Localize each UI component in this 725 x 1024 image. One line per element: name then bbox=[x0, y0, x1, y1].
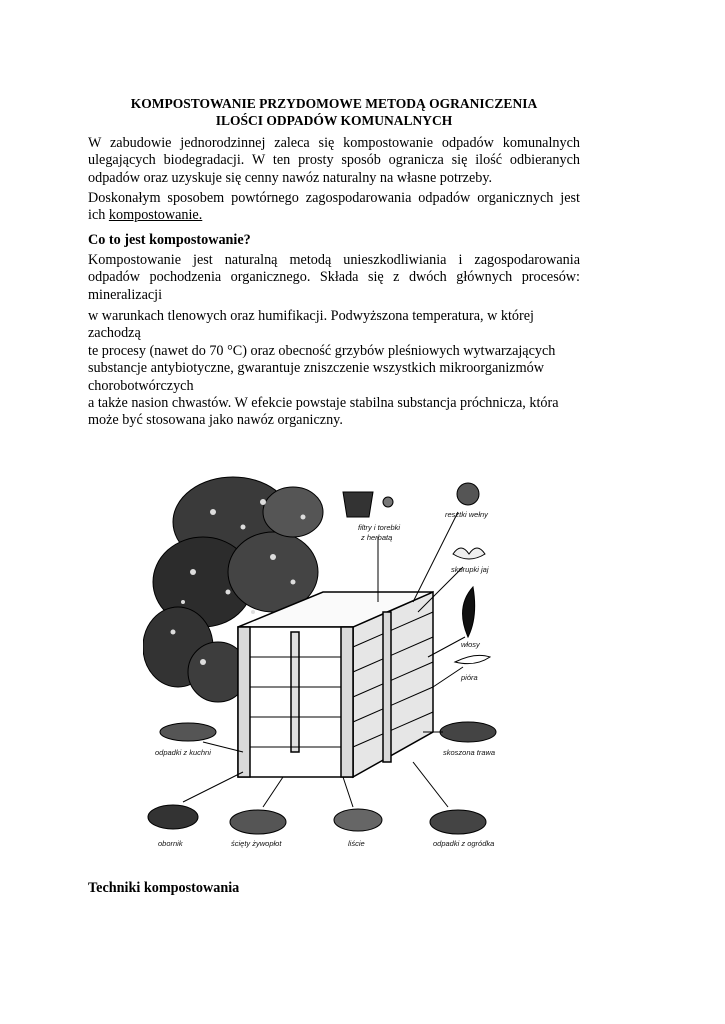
process-line: a także nasion chwastów. W efekcie powstaje stabilna substancja próchnicza, która bbox=[88, 395, 559, 412]
composting-link[interactable]: kompostowanie. bbox=[108, 207, 203, 224]
label-hair: włosy bbox=[461, 640, 480, 649]
heading-composting-techniques: Techniki kompostowania bbox=[88, 880, 240, 896]
paragraph-method bbox=[88, 190, 580, 225]
paragraph-intro: W zabudowie jednorodzinnej zaleca się kompostowanie odpadów komunalnych ulegających biodegradacji. W ten prosty sposób ogranicza się ilość odbieranych odpadów oraz uzyskuje się cenny nawóz naturalny na własne potrzeby. bbox=[88, 135, 580, 186]
label-garden-waste: odpadki z ogródka bbox=[433, 839, 495, 848]
label-tea-filters: filtry i torebki bbox=[358, 523, 401, 532]
label-manure: obornik bbox=[158, 839, 183, 848]
document-title-line1: KOMPOSTOWANIE PRZYDOMOWE METODĄ OGRANICZENIA bbox=[130, 96, 538, 111]
document-title-line2: ILOŚCI ODPADÓW KOMUNALNYCH bbox=[215, 113, 453, 128]
label-cut-grass: skoszona trawa bbox=[443, 748, 496, 757]
compost-bin-illustration bbox=[143, 432, 543, 860]
label-wool: resztki wełny bbox=[445, 510, 488, 519]
label-kitchen-waste: odpadki z kuchni bbox=[155, 748, 211, 757]
process-line: chorobotwórczych bbox=[88, 377, 194, 394]
process-line: te procesy (nawet do 70 °C) oraz obecność grzybów pleśniowych wytwarzających bbox=[88, 342, 556, 359]
label-leaves: liście bbox=[348, 839, 365, 848]
process-line: w warunkach tlenowych oraz humifikacji. Podwyższona temperatura, w której bbox=[88, 308, 534, 324]
paragraph-process bbox=[88, 308, 580, 430]
paragraph-method-text: Doskonałym sposobem powtórnego zagospodarowania odpadów organicznych jest ich bbox=[88, 190, 580, 224]
heading-what-is-composting: Co to jest kompostowanie? bbox=[88, 232, 251, 248]
process-line: substancje antybiotyczne, gwarantuje zniszczenie wszystkich mikroorganizmów bbox=[88, 360, 544, 377]
label-tea-filters-2: z herbatą bbox=[361, 533, 393, 542]
process-line: zachodzą bbox=[88, 325, 141, 342]
process-line: może być stosowana jako nawóz organiczny. bbox=[88, 412, 343, 429]
paragraph-definition: Kompostowanie jest naturalną metodą unieszkodliwiania i zagospodarowania odpadów pochodzenia organicznego. Składa się z dwóch głównych procesów: mineralizacji bbox=[88, 252, 580, 303]
label-eggshells: skorupki jaj bbox=[451, 565, 489, 574]
compost-bin bbox=[238, 592, 433, 777]
label-feathers: pióra bbox=[461, 673, 478, 682]
label-hedge-cuttings: ścięty żywopłot bbox=[231, 839, 282, 848]
